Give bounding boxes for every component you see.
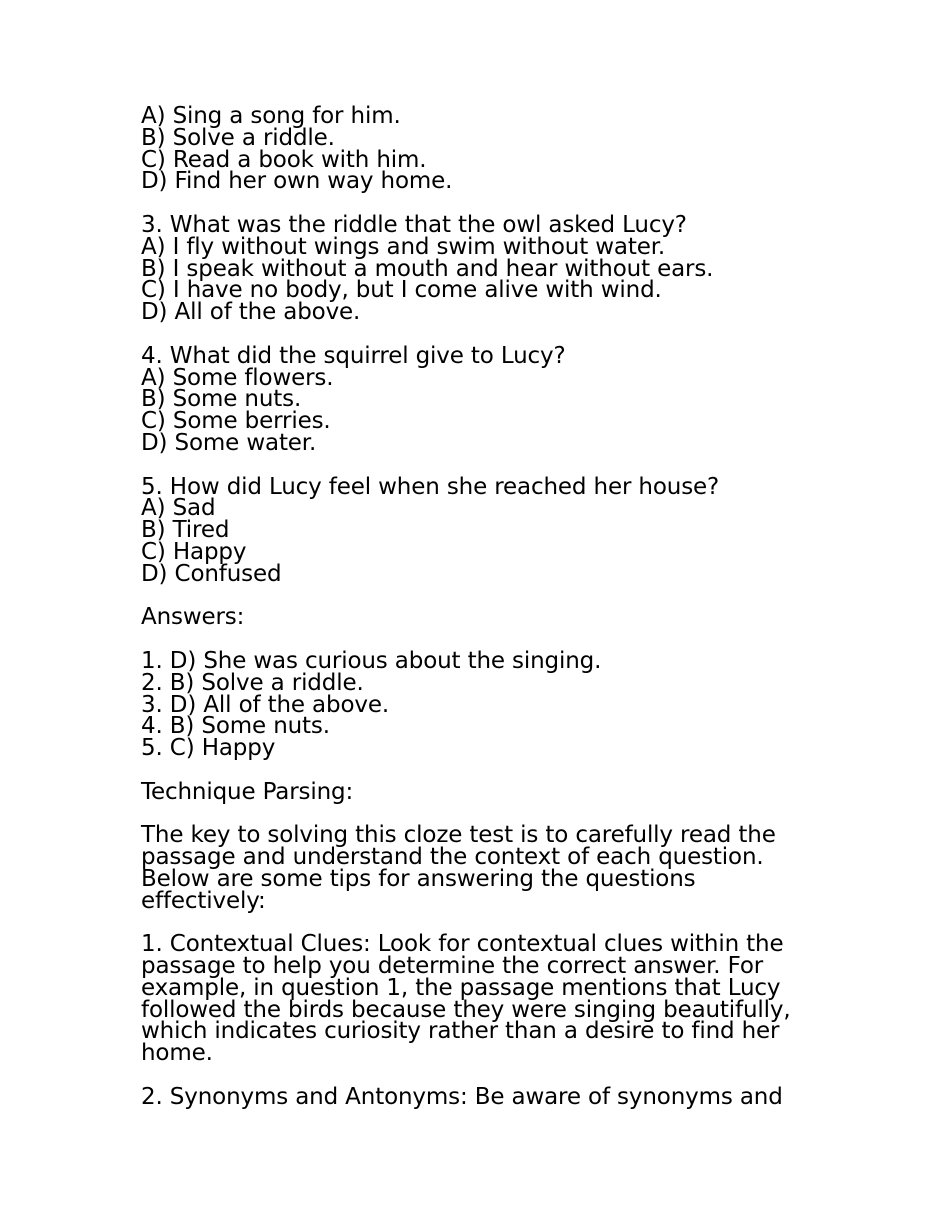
question-5-text: 5. How did Lucy feel when she reached her house?	[141, 473, 720, 500]
document-page	[141, 103, 841, 1130]
question-3-text: 3. What was the riddle that the owl asked Lucy?	[141, 211, 687, 238]
option-3d: D) All of the above.	[141, 299, 361, 326]
option-4c: C) Some berries.	[141, 408, 331, 435]
option-5c: C) Happy	[141, 538, 247, 565]
tip-2: 2. Synonyms and Antonyms: Be aware of synonyms and	[141, 1083, 783, 1110]
answer-4: 4. B) Some nuts.	[141, 713, 330, 740]
answer-1: 1. D) She was curious about the singing.	[141, 647, 602, 674]
option-5d: D) Confused	[141, 560, 282, 587]
answers-heading: Answers:	[141, 604, 245, 631]
option-2c: C) Read a book with him.	[141, 146, 427, 173]
option-2b: B) Solve a riddle.	[141, 124, 335, 151]
question-4	[141, 342, 841, 456]
option-5a: A) Sad	[141, 495, 216, 522]
technique-heading: Technique Parsing:	[141, 778, 354, 805]
tip-2-block	[141, 1083, 841, 1110]
answer-5: 5. C) Happy	[141, 735, 276, 762]
technique-intro-block	[141, 822, 841, 914]
tip-1: 1. Contextual Clues: Look for contextual clues within the passage to help you determine the correct answer. For example, in question 1, the passage mentions that Lucy followed the birds because they were singing beautifully, which indicates curiosity rather than a desire to find her home.	[141, 931, 791, 1067]
option-4d: D) Some water.	[141, 429, 317, 456]
option-3a: A) I fly without wings and swim without water.	[141, 233, 666, 260]
answers-list	[141, 647, 841, 762]
question-5	[141, 473, 841, 587]
question-4-text: 4. What did the squirrel give to Lucy?	[141, 342, 566, 369]
tip-1-block	[141, 931, 841, 1067]
technique-intro: The key to solving this cloze test is to carefully read the passage and understand the context of each question. Below are some tips for answering the questions effectively:	[141, 822, 776, 914]
answer-2: 2. B) Solve a riddle.	[141, 669, 364, 696]
option-2d: D) Find her own way home.	[141, 168, 453, 195]
technique-heading-block	[141, 778, 841, 805]
option-4a: A) Some flowers.	[141, 364, 334, 391]
option-5b: B) Tired	[141, 517, 230, 544]
option-4b: B) Some nuts.	[141, 386, 302, 413]
option-2a: A) Sing a song for him.	[141, 103, 401, 129]
option-3c: C) I have no body, but I come alive with wind.	[141, 277, 662, 304]
question-3	[141, 211, 841, 326]
question-2-options	[141, 103, 841, 195]
option-3b: B) I speak without a mouth and hear without ears.	[141, 255, 714, 282]
answer-3: 3. D) All of the above.	[141, 691, 390, 718]
answers-heading-block	[141, 604, 841, 631]
